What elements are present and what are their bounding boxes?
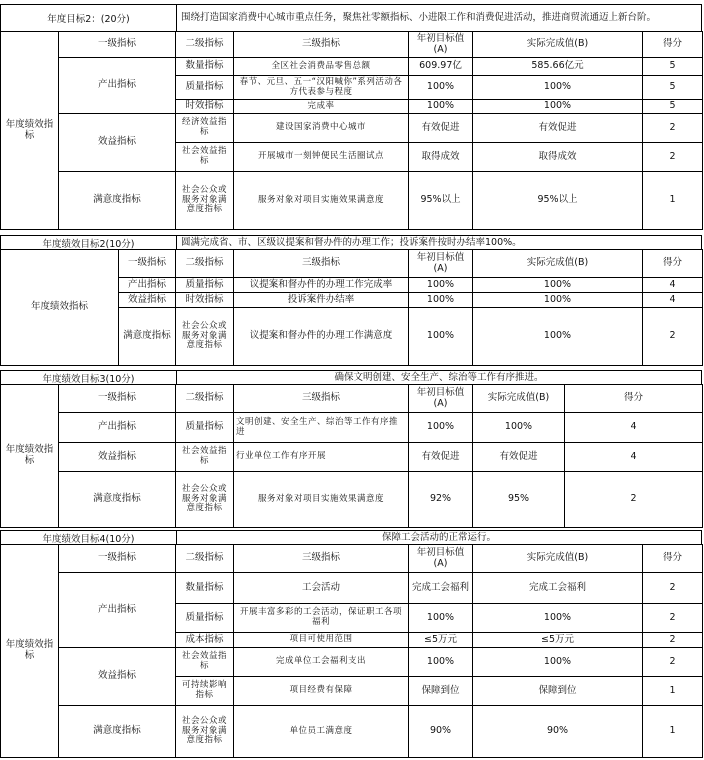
target-cell: 有效促进 xyxy=(409,114,473,143)
score-cell: 4 xyxy=(565,413,703,443)
actual-cell: ≤5万元 xyxy=(473,633,643,648)
level2-cell: 社会公众或服务对象满意度指标 xyxy=(176,472,234,528)
actual-cell: 90% xyxy=(473,706,643,758)
actual-cell: 585.66亿元 xyxy=(473,58,643,76)
header-target: 年初目标值(A) xyxy=(409,385,473,413)
score-cell: 2 xyxy=(643,308,703,366)
score-cell: 1 xyxy=(643,172,703,230)
header-l2: 二级指标 xyxy=(176,385,234,413)
actual-cell: 100% xyxy=(473,100,643,114)
header-l3: 三级指标 xyxy=(234,545,409,573)
level3-cell: 投诉案件办结率 xyxy=(234,293,409,308)
score-cell: 2 xyxy=(565,472,703,528)
actual-cell: 完成工会福利 xyxy=(473,573,643,604)
header-score: 得分 xyxy=(643,250,703,278)
target-cell: 保障到位 xyxy=(409,677,473,706)
target-cell: 100% xyxy=(409,278,473,293)
goal-4-text: 保障工会活动的正常运行。 xyxy=(381,531,496,543)
level2-cell: 社会效益指标 xyxy=(176,648,234,677)
header-score: 得分 xyxy=(643,545,703,573)
goal-4-header xyxy=(0,530,702,544)
target-cell: 100% xyxy=(409,604,473,633)
actual-cell: 100% xyxy=(473,76,643,100)
level2-cell: 数量指标 xyxy=(176,573,234,604)
table-row xyxy=(1,472,703,528)
score-cell: 5 xyxy=(643,58,703,76)
header-l2: 二级指标 xyxy=(176,250,234,278)
header-l3: 三级指标 xyxy=(234,32,409,58)
level1-cell: 产出指标 xyxy=(59,413,176,443)
goal-3-text: 确保文明创建、安全生产、综治等工作有序推进。 xyxy=(334,371,544,383)
header-l1: 一级指标 xyxy=(59,385,176,413)
level2-cell: 时效指标 xyxy=(176,293,234,308)
level3-cell: 全区社会消费品零售总额 xyxy=(234,58,409,76)
level3-cell: 项目可使用范围 xyxy=(234,633,409,648)
side-label: 年度绩效指标 xyxy=(1,250,119,366)
table-row xyxy=(1,413,703,443)
level3-cell: 行业单位工作有序开展 xyxy=(234,443,409,472)
level2-cell: 数量指标 xyxy=(176,58,234,76)
goal-4-table xyxy=(0,544,703,758)
table-row xyxy=(1,648,703,677)
score-cell: 2 xyxy=(643,604,703,633)
target-cell: 609.97亿 xyxy=(409,58,473,76)
goal-2b-table xyxy=(0,249,703,366)
level3-cell: 服务对象对项目实施效果满意度 xyxy=(234,472,409,528)
level2-cell: 社会公众或服务对象满意度指标 xyxy=(176,308,234,366)
level3-cell: 开展丰富多彩的工会活动，保证职工各项福利 xyxy=(234,604,409,633)
level2-cell: 质量指标 xyxy=(176,76,234,100)
header-actual: 实际完成值(B) xyxy=(473,250,643,278)
level2-cell: 时效指标 xyxy=(176,100,234,114)
level1-cell: 效益指标 xyxy=(59,114,176,172)
target-cell: 100% xyxy=(409,648,473,677)
table-row xyxy=(1,172,703,230)
header-l1: 一级指标 xyxy=(59,545,176,573)
level2-cell: 经济效益指标 xyxy=(176,114,234,143)
goal-4-label: 年度绩效目标4(10分) xyxy=(1,531,177,544)
header-l1: 一级指标 xyxy=(59,32,176,58)
table-row xyxy=(1,706,703,758)
level2-cell: 质量指标 xyxy=(176,604,234,633)
score-cell: 1 xyxy=(643,677,703,706)
goal-2-text: 围绕打造国家消费中心城市重点任务，聚焦社零额指标、小进限工作和消费促进活动，推进商贸流通迈上新台阶。 xyxy=(181,12,657,24)
score-cell: 4 xyxy=(643,293,703,308)
level3-cell: 春节、元旦、五一“汉阳喊你”系列活动各方代表参与程度 xyxy=(234,76,409,100)
goal-2b-text: 圆满完成省、市、区级议提案和督办件的办理工作；投诉案件按时办结率100%。 xyxy=(181,236,522,248)
table-row xyxy=(1,114,703,143)
score-cell: 1 xyxy=(643,706,703,758)
level1-cell: 产出指标 xyxy=(59,58,176,114)
header-l3: 三级指标 xyxy=(234,385,409,413)
target-cell: 100% xyxy=(409,100,473,114)
level1-cell: 效益指标 xyxy=(119,293,176,308)
header-score: 得分 xyxy=(643,32,703,58)
actual-cell: 100% xyxy=(473,293,643,308)
table-row xyxy=(1,58,703,76)
goal-3-table xyxy=(0,384,703,528)
level3-cell: 服务对象对项目实施效果满意度 xyxy=(234,172,409,230)
actual-cell: 100% xyxy=(473,278,643,293)
goal-2-label: 年度目标2：(20分) xyxy=(1,5,177,31)
header-target: 年初目标值(A) xyxy=(409,545,473,573)
goal-2-header xyxy=(0,4,702,31)
level1-cell: 满意度指标 xyxy=(59,172,176,230)
target-cell: 90% xyxy=(409,706,473,758)
level1-cell: 效益指标 xyxy=(59,443,176,472)
level3-cell: 文明创建、安全生产、综治等工作有序推进 xyxy=(234,413,409,443)
level3-cell: 议提案和督办件的办理工作完成率 xyxy=(234,278,409,293)
actual-cell: 100% xyxy=(473,604,643,633)
actual-cell: 100% xyxy=(473,308,643,366)
level3-cell: 完成率 xyxy=(234,100,409,114)
target-cell: 100% xyxy=(409,308,473,366)
score-cell: 2 xyxy=(643,648,703,677)
header-l3: 三级指标 xyxy=(234,250,409,278)
level3-cell: 议提案和督办件的办理工作满意度 xyxy=(234,308,409,366)
level2-cell: 可持续影响指标 xyxy=(176,677,234,706)
score-cell: 2 xyxy=(643,143,703,172)
goal-3-label: 年度绩效目标3(10分) xyxy=(1,371,177,384)
score-cell: 2 xyxy=(643,573,703,604)
score-cell: 5 xyxy=(643,100,703,114)
header-actual: 实际完成值(B) xyxy=(473,32,643,58)
header-score: 得分 xyxy=(565,385,703,413)
level3-cell: 项目经费有保障 xyxy=(234,677,409,706)
table-row xyxy=(1,573,703,604)
actual-cell: 保障到位 xyxy=(473,677,643,706)
goal-2-table xyxy=(0,31,703,230)
level3-cell: 单位员工满意度 xyxy=(234,706,409,758)
level3-cell: 建设国家消费中心城市 xyxy=(234,114,409,143)
level2-cell: 质量指标 xyxy=(176,413,234,443)
header-l1: 一级指标 xyxy=(119,250,176,278)
target-cell: ≤5万元 xyxy=(409,633,473,648)
goal-2b-header xyxy=(0,235,702,249)
target-cell: 取得成效 xyxy=(409,143,473,172)
level1-cell: 产出指标 xyxy=(119,278,176,293)
level3-cell: 开展城市一刻钟便民生活圈试点 xyxy=(234,143,409,172)
side-label: 年度绩效指标 xyxy=(1,32,59,230)
actual-cell: 取得成效 xyxy=(473,143,643,172)
level2-cell: 质量指标 xyxy=(176,278,234,293)
side-label: 年度绩效指标 xyxy=(1,385,59,528)
header-target: 年初目标值(A) xyxy=(409,250,473,278)
goal-3-header xyxy=(0,370,702,384)
header-actual: 实际完成值(B) xyxy=(473,545,643,573)
score-cell: 2 xyxy=(643,114,703,143)
level2-cell: 社会效益指标 xyxy=(176,143,234,172)
score-cell: 5 xyxy=(643,76,703,100)
level2-cell: 社会公众或服务对象满意度指标 xyxy=(176,706,234,758)
actual-cell: 100% xyxy=(473,648,643,677)
target-cell: 完成工会福利 xyxy=(409,573,473,604)
level2-cell: 社会效益指标 xyxy=(176,443,234,472)
score-cell: 2 xyxy=(643,633,703,648)
actual-cell: 95% xyxy=(473,472,565,528)
target-cell: 92% xyxy=(409,472,473,528)
target-cell: 100% xyxy=(409,76,473,100)
level2-cell: 社会公众或服务对象满意度指标 xyxy=(176,172,234,230)
level1-cell: 产出指标 xyxy=(59,573,176,648)
target-cell: 95%以上 xyxy=(409,172,473,230)
header-target: 年初目标值(A) xyxy=(409,32,473,58)
goal-2b-label: 年度绩效目标2(10分) xyxy=(1,236,177,249)
level1-cell: 满意度指标 xyxy=(59,706,176,758)
header-l2: 二级指标 xyxy=(176,32,234,58)
score-cell: 4 xyxy=(565,443,703,472)
actual-cell: 100% xyxy=(473,413,565,443)
level3-cell: 工会活动 xyxy=(234,573,409,604)
target-cell: 有效促进 xyxy=(409,443,473,472)
actual-cell: 95%以上 xyxy=(473,172,643,230)
header-actual: 实际完成值(B) xyxy=(473,385,565,413)
level1-cell: 满意度指标 xyxy=(119,308,176,366)
actual-cell: 有效促进 xyxy=(473,114,643,143)
level3-cell: 完成单位工会福利支出 xyxy=(234,648,409,677)
level2-cell: 成本指标 xyxy=(176,633,234,648)
target-cell: 100% xyxy=(409,293,473,308)
level1-cell: 效益指标 xyxy=(59,648,176,706)
table-row xyxy=(1,443,703,472)
actual-cell: 有效促进 xyxy=(473,443,565,472)
score-cell: 4 xyxy=(643,278,703,293)
side-label: 年度绩效指标 xyxy=(1,545,59,758)
level1-cell: 满意度指标 xyxy=(59,472,176,528)
target-cell: 100% xyxy=(409,413,473,443)
header-l2: 二级指标 xyxy=(176,545,234,573)
